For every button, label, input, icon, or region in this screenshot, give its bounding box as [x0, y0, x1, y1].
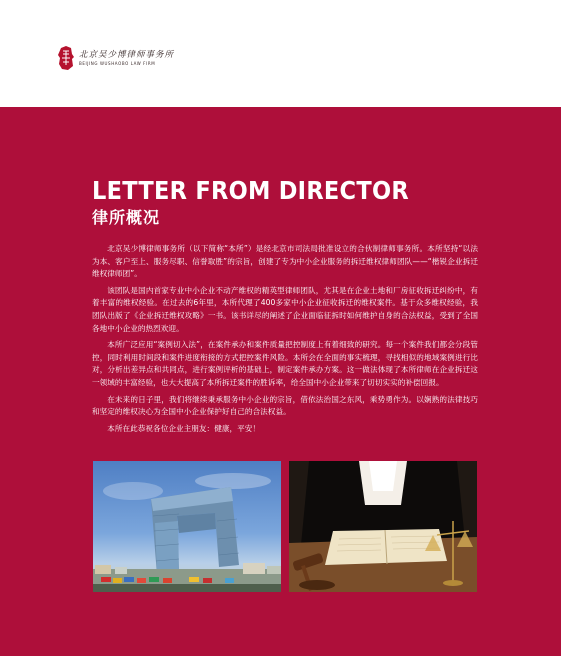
- paragraph-future: 在未来的日子里，我们将继续秉承服务中小企业的宗旨，借依法治国之东风，乘势勇作为。以娴熟的法律技巧和坚定的维权决心为全国中小企业保护好自己的合法权益。: [92, 394, 478, 417]
- letter-body: [92, 243, 478, 439]
- seal-logo-icon: [57, 45, 75, 71]
- page-header: [0, 0, 561, 107]
- paragraph-intro: 北京吴少博律师事务所（以下简称“本所”）是经北京市司法局批准设立的合伙制律师事务所。本所坚持“以法为本、客户至上、服务尽职、信誉取胜”的宗旨，创建了专为中小企业服务的拆迁维权律师团队——“楷锐企业拆迁维权律师团”。: [92, 244, 478, 279]
- firm-logo: [57, 45, 174, 71]
- paragraph-method: 本所广泛应用“案例切入法”，在案件承办和案件质量把控制度上有着细致的研究。每一个案件我们都会分段管控，同时利用时间段和案件进度衔接的方式把控案件风险。本所会在全面的事实梳理，寻找相似的地域案例进行比对，分析出差异点和共同点，进行案例评析的基础上，制定案件承办方案。这一做法体现了本所律师在企业拆迁这一领域的丰富经验，也大大提高了本所拆迁案件的胜诉率，给全国中小企业带来了切切实实的补偿回报。: [92, 340, 478, 387]
- firm-name-en: BEIJING WUSHAOBO LAW FIRM: [79, 60, 156, 66]
- page-subtitle: 律所概况: [92, 208, 161, 227]
- lawyer-gavel-photo: [289, 461, 477, 592]
- page-title: LETTER FROM DIRECTOR: [92, 176, 409, 205]
- cctv-building-photo: [93, 461, 281, 592]
- firm-name-cn: 北京吴少博律师事务所: [79, 49, 175, 60]
- paragraph-greeting: 本所在此恭祝各位企业主朋友：健康，平安！: [107, 423, 261, 433]
- paragraph-team: 该团队是国内首家专业中小企业不动产维权的精英型律师团队，尤其是在企业土地和厂房征收拆迁纠纷中，有着丰富的维权经验。在过去的6年里，本所代理了400多家中小企业征收拆迁的维权案件。基于众多维权经验，我团队出版了《企业拆迁维权攻略》一书。该书详尽的阐述了企业面临征拆时如何维护自身的合法权益，受到了全国各地中小企业的热烈欢迎。: [92, 285, 478, 333]
